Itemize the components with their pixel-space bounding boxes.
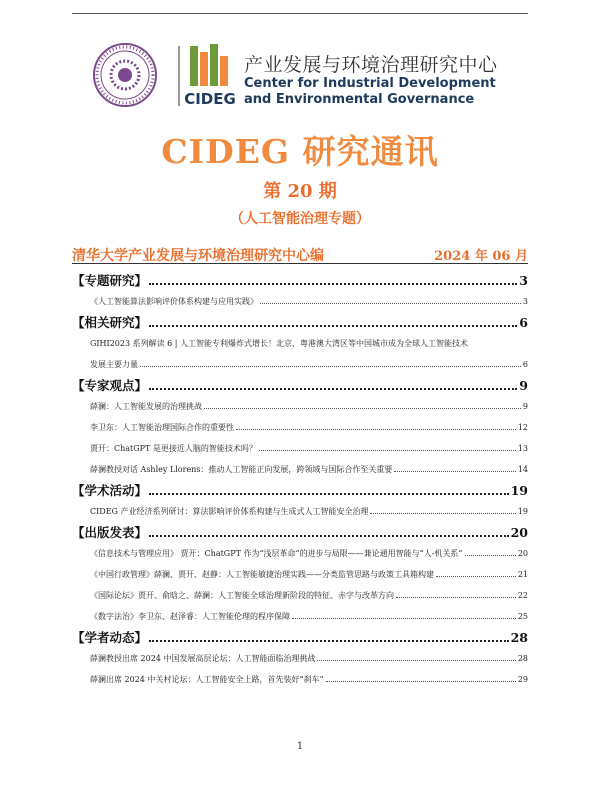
leader-dots [149, 388, 517, 390]
toc-entry-page: 12 [517, 423, 528, 432]
leader-dots [204, 408, 521, 409]
leader-dots [149, 325, 517, 327]
logo-divider [178, 46, 180, 106]
toc-section-title: 【相关研究】 [72, 315, 148, 330]
masthead-rule [72, 263, 528, 264]
toc-entry-title: 薛澜教授出席 2024 中国发展高层论坛：人工智能面临治理挑战 [90, 654, 316, 663]
leader-dots [317, 660, 515, 661]
toc-entry[interactable] [72, 564, 528, 585]
toc-entry-page: 22 [517, 591, 528, 600]
toc-entry-title: 薛澜出席 2024 中关村论坛：人工智能安全上路，首先装好“刹车” [90, 675, 324, 684]
toc-entry-page: 6 [522, 360, 528, 369]
toc-section-title: 【出版发表】 [72, 525, 148, 540]
toc-entry-page: 14 [517, 465, 528, 474]
toc-entry-title: 《数字法治》李卫东、赵泽睿：人工智能伦理的程序保障 [90, 612, 290, 621]
toc-section-page: 6 [519, 315, 528, 330]
university-seal-icon [92, 42, 158, 108]
top-rule [72, 13, 528, 14]
toc-entry-title: 《人工智能算法影响评价体系构建与应用实践》 [90, 297, 258, 306]
toc-section[interactable] [72, 627, 528, 648]
toc-entry-title: CIDEG 产业经济系列研讨：算法影响评价体系构建与生成式人工智能安全治理 [90, 507, 369, 516]
toc-entry-page: 20 [517, 549, 528, 558]
cideg-logo-icon [184, 42, 236, 108]
toc-section[interactable] [72, 270, 528, 291]
org-name-en-line2: and Environmental Governance [244, 92, 475, 107]
leader-dots [149, 640, 509, 642]
toc-entry-title: 李卫东：人工智能治理国际合作的重要性 [90, 423, 234, 432]
toc-entry[interactable] [72, 648, 528, 669]
page-number: 1 [296, 741, 304, 752]
toc-entry-title: 《国际论坛》贾开、俞晗之、薛澜：人工智能全球治理新阶段的特征、赤字与改革方向 [90, 591, 394, 600]
toc-section[interactable] [72, 375, 528, 396]
toc-entry-page: 19 [517, 507, 528, 516]
toc-section-page: 20 [510, 525, 528, 540]
toc-section[interactable] [72, 480, 528, 501]
toc-section[interactable] [72, 312, 528, 333]
leader-dots [465, 555, 516, 556]
leader-dots [149, 283, 517, 285]
toc-entry-title: 《信息技术与管理应用》 贾开：ChatGPT 作为“浅层革命”的进步与局限——兼论通用智能与“人-机关系” [90, 549, 463, 558]
table-of-contents [72, 270, 528, 690]
toc-section-title: 【专家观点】 [72, 378, 148, 393]
toc-entry[interactable] [72, 501, 528, 522]
toc-entry-title: 薛澜：人工智能发展的治理挑战 [90, 402, 202, 411]
toc-entry[interactable] [72, 606, 528, 627]
toc-entry[interactable] [72, 585, 528, 606]
toc-entry[interactable] [72, 459, 528, 480]
issue-date: 2024 年 06 月 [434, 249, 528, 264]
leader-dots [140, 366, 521, 367]
toc-entry[interactable] [72, 543, 528, 564]
toc-section-page: 9 [519, 378, 528, 393]
toc-section-title: 【学者动态】 [72, 630, 148, 645]
toc-entry[interactable] [72, 438, 528, 459]
leader-dots [260, 303, 521, 304]
toc-entry-page: 3 [522, 297, 528, 306]
toc-entry-page: 29 [517, 675, 528, 684]
toc-entry-title: 贾开：ChatGPT 是更接近人脑的智能技术吗？ [90, 444, 257, 453]
toc-entry-page: 28 [517, 654, 528, 663]
toc-section[interactable] [72, 522, 528, 543]
logo-text: CIDEG [184, 90, 236, 108]
leader-dots [292, 618, 516, 619]
leader-dots [370, 513, 515, 514]
toc-entry-title: GIHI2023 系列解读 6 | 人工智能专利爆炸式增长！北京、粤港澳大湾区等中国城市成为全球人工智能技术 [90, 339, 468, 348]
toc-entry[interactable] [72, 417, 528, 438]
leader-dots [396, 597, 516, 598]
toc-entry-page: 21 [517, 570, 528, 579]
leader-dots [436, 576, 516, 577]
toc-entry-title: 《中国行政管理》薛澜、贾开、赵静：人工智能敏捷治理实践——分类监管思路与政策工具箱构建 [90, 570, 434, 579]
toc-section-page: 19 [510, 483, 528, 498]
leader-dots [149, 493, 509, 495]
org-name-cn: 产业发展与环境治理研究中心 [244, 54, 498, 76]
toc-section-title: 【学术活动】 [72, 483, 148, 498]
toc-entry[interactable] [72, 333, 528, 375]
org-name-en-line1: Center for Industrial Development [244, 76, 496, 91]
toc-entry-page: 13 [517, 444, 528, 453]
leader-dots [326, 681, 516, 682]
toc-entry[interactable] [72, 291, 528, 312]
leader-dots [149, 535, 509, 537]
toc-section-title: 【专题研究】 [72, 273, 148, 288]
leader-dots [394, 471, 515, 472]
toc-entry-page: 25 [517, 612, 528, 621]
leader-dots [259, 450, 516, 451]
toc-entry-page: 9 [522, 402, 528, 411]
editor-line: 清华大学产业发展与环境治理研究中心编 [72, 248, 324, 264]
issue-number: 第 20 期 [263, 181, 337, 202]
issue-topic: （人工智能治理专题） [230, 211, 370, 227]
toc-section-page: 28 [510, 630, 528, 645]
toc-entry-title-cont: 发展主要力量 [90, 360, 138, 369]
newsletter-title: CIDEG 研究通讯 [161, 132, 439, 171]
leader-dots [236, 429, 516, 430]
toc-section-page: 3 [519, 273, 528, 288]
toc-entry-title: 薛澜教授对话 Ashley Llorens：推动人工智能正向发展，跨领域与国际合作至关重要 [90, 465, 393, 474]
toc-entry[interactable] [72, 396, 528, 417]
toc-entry[interactable] [72, 669, 528, 690]
